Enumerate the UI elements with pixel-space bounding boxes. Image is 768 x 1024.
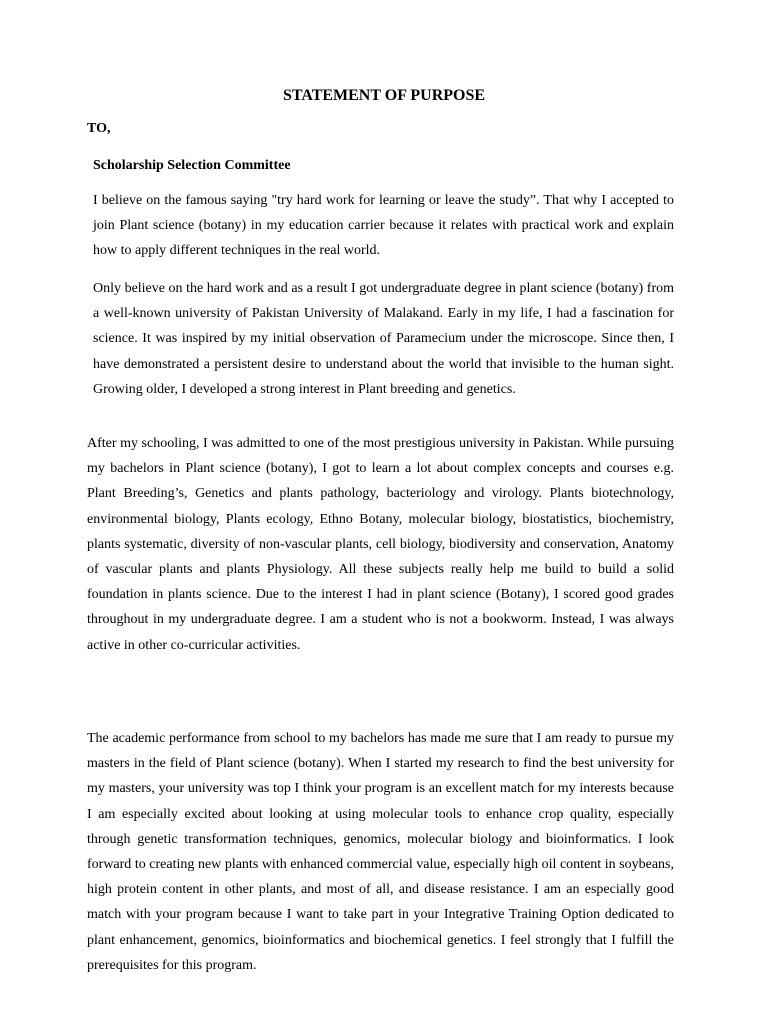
paragraph: I believe on the famous saying "try hard work for learning or leave the study”. That why I accepted to join Plant science (botany) in my education carrier because it relates with practical work and explain how to apply different techniques in the real world.	[93, 193, 674, 259]
paragraph: Only believe on the hard work and as a result I got undergraduate degree in plant science (botany) from a well-known university of Pakistan University of Malakand. Early in my life, I had a fascination for science. It was inspired by my initial observation of Paramecium under the microscope. Since then, I have demonstrated a persistent desire to understand about the world that invisible to the human sight. Growing older, I developed a strong interest in Plant breeding and genetics.	[93, 281, 674, 397]
document-title: STATEMENT OF PURPOSE	[282, 87, 486, 104]
paragraph: After my schooling, I was admitted to one of the most prestigious university in Pakistan. While pursuing my bachelors in Plant science (botany), I got to learn a lot about complex concepts and courses e.g. Plant Breeding’s, Genetics and plants pathology, bacteriology and virology. Plants biotechnology, environmental biology, Plants ecology, Ethno Botany, molecular biology, biostatistics, biochemistry, plants systematic, diversity of non-vascular plants, cell biology, biodiversity and conservation, Anatomy of vascular plants and plants Physiology. All these subjects really help me build to build a solid foundation in plants science. Due to the interest I had in plant science (Botany), I scored good grades throughout in my undergraduate degree. I am a student who is not a bookworm. Instead, I was always active in other co-curricular activities.	[87, 436, 674, 653]
recipient: Scholarship Selection Committee	[93, 158, 291, 173]
paragraph: The academic performance from school to my bachelors has made me sure that I am ready to pursue my masters in the field of Plant science (botany). When I started my research to find the best university for my masters, your university was top I think your program is an excellent match for my interests because I am especially excited about looking at using molecular tools to enhance crop quality, especially through genetic transformation techniques, genomics, molecular biology and bioinformatics. I look forward to creating new plants with enhanced commercial value, especially high oil content in soybeans, high protein content in other plants, and most of all, and disease resistance. I am an especially good match with your program because I want to take part in your Integrative Training Option dedicated to plant enhancement, genomics, bioinformatics and biochemical genetics. I feel strongly that I fulfill the prerequisites for this program.	[87, 731, 674, 973]
salutation: TO,	[87, 121, 111, 136]
